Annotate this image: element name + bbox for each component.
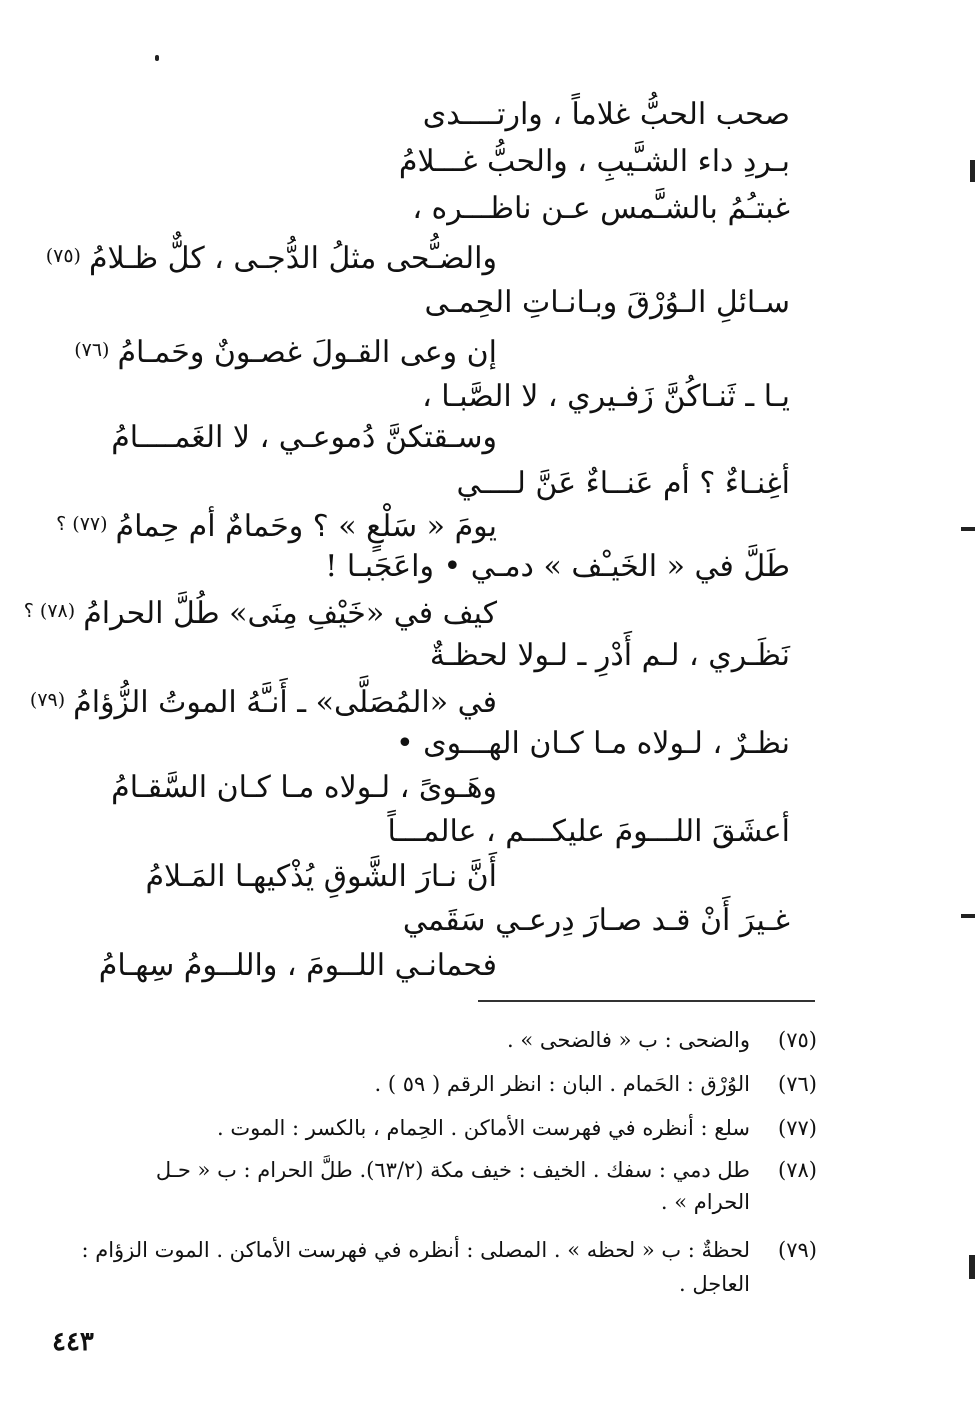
scan-edge-mark <box>961 527 975 531</box>
poem-line <box>403 899 790 943</box>
poem-line-text: نَظَـري ، لـم أَدْرِ ـ لـولا لحظـةٌ <box>429 638 790 673</box>
poem-line <box>111 766 497 810</box>
footnote-ref: (٧٥) <box>45 245 81 267</box>
poem-line-text: كيف في «خَيْفِ مِنَى» طُلَّ الحرامُ <box>83 596 497 631</box>
scan-edge-mark <box>970 160 975 182</box>
poem-line-text: سـائلِ الـوُرْقَ وبـانـاتِ الحِمـى <box>424 285 790 320</box>
poem-line <box>90 140 790 184</box>
poem-line-text: نظـرٌ ، لـولاه مـا كـان الهـــوى • <box>395 726 790 761</box>
poem-line <box>387 810 790 854</box>
poem-line <box>430 634 790 678</box>
footnote-ref: (٧٧) ؟ <box>56 513 108 535</box>
poem-line-text: غـيرَ أَنْ قـد صـارَ دِرعـي سَقَمي <box>402 903 790 938</box>
poem-line <box>457 462 790 506</box>
footnote-ref: (٧٩) <box>29 689 66 711</box>
poem-line <box>145 855 497 899</box>
footnote-text: والضحى : ب « فالضحى » . <box>506 1028 750 1052</box>
poem-line-text: أعشَقَ اللـــومَ عليكـــم ، عالمـــاً <box>387 814 790 849</box>
poem-line-text: أَنَّ نـارَ الشَّوقِ يُذْكيهـا المَـلامُ <box>145 859 497 894</box>
footnote-text: لحظةٌ : ب « لحظه » . المصلى : أنظره في فهرست الأماكن . الموت الزؤام : <box>81 1238 750 1262</box>
poem-line <box>99 944 497 988</box>
poem-line <box>111 416 497 460</box>
footnote-text: سلع : أنظره في فهرست الأماكن . الحِمام ، بالكسر : الموت . <box>217 1116 750 1140</box>
footnote-number: (٧٥) <box>778 1028 817 1052</box>
footnote-text: طل دمي : سفك . الخيف : خيف مكة (٦٣/٢). طلَّ الحرام : ب « حـل <box>155 1158 750 1182</box>
scan-speck <box>155 55 159 61</box>
poem-line-text: طَلَّ في « الخَيـْف » دمـي • واعَجَبـا ! <box>325 549 790 584</box>
footnote-number: (٧٦) <box>778 1072 817 1096</box>
scan-edge-mark <box>969 1255 975 1279</box>
footnote-ref: (٧٨) ؟ <box>23 600 76 622</box>
poem-line <box>412 187 790 231</box>
poem-line-text: وهَـوىً ، لـولاه مـا كـان السَّقـامُ <box>111 770 497 805</box>
poem-line <box>46 234 497 281</box>
poem-line <box>24 589 497 636</box>
poem-line-text: أغِنـاءٌ ؟ أم عَنــاءٌ عَنَّ لــــي <box>456 466 790 501</box>
footnote-separator <box>478 1000 815 1002</box>
footnote-number: (٧٧) <box>778 1116 817 1140</box>
scan-edge-mark <box>961 914 975 918</box>
footnote-text: العاجل . <box>679 1272 750 1296</box>
footnote-number: (٧٨) <box>778 1158 817 1182</box>
poem-line-text: وسـقتكنَّ دُموعـي ، لا الغَمــــامُ <box>111 420 497 455</box>
poem-line-text: بـردِ داء الشـَّيبِ ، والحبُّ غـــلامُ <box>398 144 790 179</box>
poem-line-text: يـا ـ ثَنـاكُنَّ زَفـيري ، لا الصَّبـا ، <box>422 379 790 414</box>
poem-line <box>74 328 497 375</box>
footnote-number: (٧٩) <box>778 1238 817 1262</box>
footnote-text: الوُرْق : الحَمام . البان : انظر الرقم ( ٥٩ ) . <box>374 1072 750 1096</box>
poem-line-text: والضـُّحى مثلُ الدُّجـى ، كلٌّ ظـلامُ <box>88 241 497 276</box>
poem-line <box>56 502 497 549</box>
poem-line-text: يومَ « سَلْعٍ » ؟ وحَمامٌ أم حِمامُ <box>115 509 497 544</box>
poem-line-text: غبتـُمُ بالشـَّمس عـن ناظـــره ، <box>412 191 790 226</box>
poem-line <box>30 678 497 725</box>
page-number: ٤٤٣ <box>52 1327 94 1357</box>
poem-line <box>424 281 790 325</box>
poem-line <box>325 545 790 589</box>
poem-line-text: إن وعى القـولَ غصـونٌ وحَمـامُ <box>117 335 497 370</box>
poem-line <box>423 93 790 137</box>
poem-line-text: صحب الحبُّ غلاماً ، وارتــــدى <box>422 97 790 132</box>
footnote-text: الحرام » . <box>660 1190 750 1214</box>
poem-line-text: في «المُصَلَّى» ـ أَنـَّهُ الموتُ الزُّؤامُ <box>73 685 497 720</box>
footnote-ref: (٧٦) <box>74 339 110 361</box>
poem-line <box>422 375 790 419</box>
poem-line <box>396 722 790 766</box>
poem-line-text: فحمانـي اللــومَ ، واللــومُ سِهـامُ <box>98 948 497 983</box>
